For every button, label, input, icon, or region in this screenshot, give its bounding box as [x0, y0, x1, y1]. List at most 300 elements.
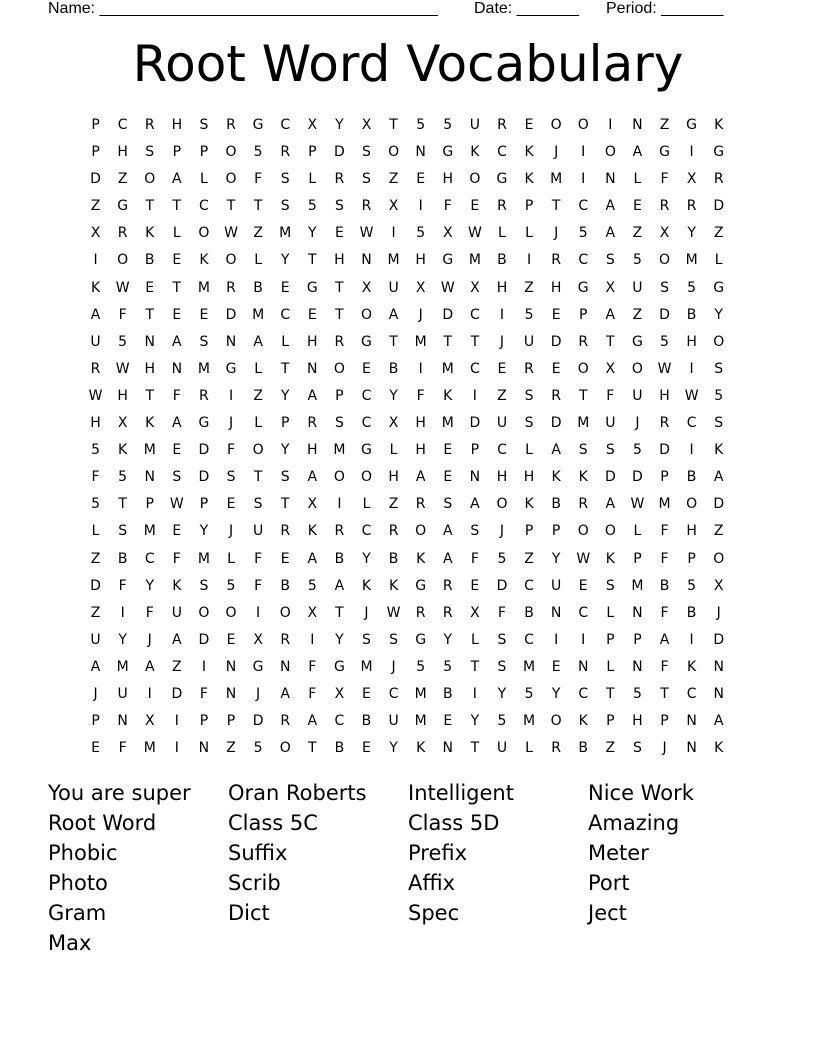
grid-cell[interactable]: Z — [388, 496, 399, 513]
grid-cell[interactable]: T — [145, 387, 155, 404]
grid-cell[interactable]: X — [307, 604, 318, 621]
grid-cell[interactable]: T — [145, 306, 155, 323]
grid-cell[interactable]: H — [117, 144, 128, 161]
grid-cell[interactable]: X — [307, 496, 318, 513]
grid-cell[interactable]: H — [686, 333, 697, 350]
grid-cell[interactable]: N — [171, 360, 183, 377]
grid-cell[interactable]: O — [713, 333, 725, 350]
grid-cell[interactable]: W — [684, 387, 699, 404]
grid-cell[interactable]: M — [116, 658, 129, 675]
grid-cell[interactable]: E — [443, 442, 453, 459]
grid-cell[interactable]: C — [144, 550, 155, 567]
grid-cell[interactable]: S — [199, 577, 209, 594]
grid-cell[interactable]: 5 — [497, 713, 507, 730]
grid-cell[interactable]: 5 — [632, 685, 642, 702]
grid-cell[interactable]: N — [713, 685, 724, 702]
grid-cell[interactable]: D — [198, 631, 210, 648]
grid-cell[interactable]: Y — [280, 442, 290, 459]
grid-cell[interactable]: O — [469, 171, 481, 188]
grid-cell[interactable]: O — [577, 360, 589, 377]
grid-cell[interactable]: T — [389, 333, 398, 350]
grid-cell[interactable]: R — [659, 415, 670, 432]
grid-cell[interactable]: U — [252, 523, 264, 540]
grid-cell[interactable]: K — [714, 442, 724, 459]
grid-cell[interactable]: R — [551, 252, 561, 269]
grid-cell[interactable]: Z — [524, 550, 534, 567]
grid-cell[interactable]: A — [334, 577, 345, 594]
grid-cell[interactable]: X — [470, 279, 480, 296]
grid-cell[interactable]: I — [391, 225, 396, 242]
grid-cell[interactable]: S — [199, 333, 209, 350]
grid-cell[interactable]: R — [199, 387, 209, 404]
grid-cell[interactable]: W — [467, 225, 482, 242]
grid-cell[interactable]: Y — [362, 550, 371, 567]
grid-cell[interactable]: F — [660, 604, 669, 621]
grid-cell[interactable]: C — [280, 306, 291, 323]
grid-cell[interactable]: O — [577, 523, 589, 540]
grid-cell[interactable]: N — [686, 740, 697, 757]
grid-cell[interactable]: M — [333, 442, 346, 459]
grid-cell[interactable]: 5 — [660, 333, 669, 350]
grid-cell[interactable]: L — [281, 333, 290, 350]
grid-cell[interactable]: L — [498, 225, 506, 242]
grid-cell[interactable]: N — [225, 333, 237, 350]
grid-cell[interactable]: L — [606, 658, 615, 675]
grid-cell[interactable]: D — [90, 171, 101, 188]
grid-cell[interactable]: X — [470, 604, 480, 621]
grid-cell[interactable]: M — [360, 658, 373, 675]
grid-cell[interactable]: O — [252, 442, 264, 459]
grid-cell[interactable]: D — [496, 577, 508, 594]
grid-cell[interactable]: Y — [389, 387, 398, 404]
grid-cell[interactable]: T — [172, 279, 182, 296]
grid-cell[interactable]: M — [468, 252, 481, 269]
grid-cell[interactable]: R — [307, 415, 318, 432]
grid-cell[interactable]: D — [632, 469, 643, 486]
grid-cell[interactable]: E — [280, 550, 290, 567]
grid-cell[interactable]: O — [550, 713, 562, 730]
grid-cell[interactable]: E — [145, 279, 155, 296]
grid-cell[interactable]: D — [171, 685, 183, 702]
grid-cell[interactable]: K — [524, 496, 534, 513]
grid-cell[interactable]: T — [253, 469, 263, 486]
grid-cell[interactable]: R — [226, 279, 236, 296]
grid-cell[interactable]: M — [441, 360, 454, 377]
grid-cell[interactable]: X — [117, 415, 128, 432]
grid-cell[interactable]: P — [606, 631, 615, 648]
grid-cell[interactable]: 5 — [443, 658, 453, 675]
grid-cell[interactable]: L — [91, 523, 100, 540]
grid-cell[interactable]: A — [280, 685, 290, 702]
grid-cell[interactable]: F — [497, 604, 506, 621]
grid-cell[interactable]: M — [197, 550, 210, 567]
grid-cell[interactable]: E — [551, 658, 561, 675]
grid-cell[interactable]: I — [689, 631, 694, 648]
grid-cell[interactable]: R — [524, 360, 534, 377]
grid-cell[interactable]: L — [227, 550, 235, 567]
grid-cell[interactable]: T — [280, 360, 290, 377]
grid-cell[interactable]: L — [633, 523, 642, 540]
grid-cell[interactable]: W — [169, 496, 184, 513]
grid-cell[interactable]: 5 — [416, 658, 426, 675]
grid-cell[interactable]: S — [362, 144, 371, 161]
grid-cell[interactable]: E — [172, 306, 182, 323]
grid-cell[interactable]: W — [657, 360, 672, 377]
grid-cell[interactable]: O — [496, 496, 508, 513]
grid-cell[interactable]: W — [440, 279, 455, 296]
grid-cell[interactable]: R — [226, 117, 236, 133]
grid-cell[interactable]: 5 — [714, 387, 724, 404]
grid-cell[interactable]: J — [228, 415, 234, 432]
grid-cell[interactable]: X — [144, 713, 155, 730]
grid-cell[interactable]: C — [578, 604, 589, 621]
grid-cell[interactable]: N — [144, 469, 155, 486]
grid-cell[interactable]: A — [442, 523, 453, 540]
grid-cell[interactable]: M — [414, 685, 427, 702]
grid-cell[interactable]: E — [632, 198, 642, 215]
grid-cell[interactable]: T — [308, 740, 317, 757]
grid-cell[interactable]: D — [713, 496, 725, 513]
grid-cell[interactable]: N — [225, 685, 237, 702]
grid-cell[interactable]: X — [361, 279, 372, 296]
grid-cell[interactable]: J — [499, 333, 505, 350]
grid-cell[interactable]: N — [198, 740, 210, 757]
grid-cell[interactable]: T — [551, 198, 561, 215]
grid-cell[interactable]: 5 — [91, 496, 100, 513]
grid-cell[interactable]: Y — [118, 631, 127, 648]
grid-cell[interactable]: E — [470, 198, 480, 215]
grid-cell[interactable]: F — [145, 604, 154, 621]
grid-cell[interactable]: P — [660, 469, 669, 486]
grid-cell[interactable]: R — [117, 225, 128, 242]
grid-cell[interactable]: B — [659, 577, 670, 594]
grid-cell[interactable]: B — [686, 469, 697, 486]
grid-cell[interactable]: E — [199, 306, 209, 323]
grid-cell[interactable]: F — [660, 171, 669, 188]
grid-cell[interactable]: M — [685, 252, 698, 269]
grid-cell[interactable]: B — [144, 252, 155, 269]
grid-cell[interactable]: 5 — [416, 225, 426, 242]
grid-cell[interactable]: D — [659, 306, 670, 323]
grid-cell[interactable]: L — [470, 631, 479, 648]
grid-cell[interactable]: G — [198, 415, 210, 432]
grid-cell[interactable]: X — [388, 415, 399, 432]
grid-cell[interactable]: 5 — [118, 333, 128, 350]
grid-cell[interactable]: P — [660, 713, 669, 730]
grid-cell[interactable]: A — [713, 469, 724, 486]
grid-cell[interactable]: R — [334, 523, 345, 540]
grid-cell[interactable]: O — [631, 360, 643, 377]
grid-cell[interactable]: D — [659, 442, 670, 459]
grid-cell[interactable]: C — [524, 577, 534, 594]
grid-cell[interactable]: U — [523, 333, 535, 350]
grid-cell[interactable]: B — [388, 360, 399, 377]
grid-cell[interactable]: R — [497, 117, 507, 133]
grid-cell[interactable]: U — [496, 740, 508, 757]
grid-cell[interactable]: L — [172, 225, 181, 242]
grid-cell[interactable]: N — [577, 658, 589, 675]
grid-cell[interactable]: I — [581, 171, 586, 188]
grid-cell[interactable]: I — [310, 631, 315, 648]
grid-cell[interactable]: U — [551, 577, 562, 594]
grid-cell[interactable]: L — [525, 442, 533, 459]
grid-cell[interactable]: G — [225, 360, 237, 377]
grid-cell[interactable]: E — [172, 523, 182, 540]
grid-cell[interactable]: C — [469, 306, 480, 323]
grid-cell[interactable]: 5 — [307, 198, 317, 215]
grid-cell[interactable]: P — [579, 306, 588, 323]
grid-cell[interactable]: A — [442, 550, 453, 567]
grid-cell[interactable]: J — [256, 685, 261, 702]
grid-cell[interactable]: F — [91, 469, 100, 486]
grid-cell[interactable]: I — [418, 360, 423, 377]
grid-cell[interactable]: B — [388, 550, 399, 567]
grid-cell[interactable]: G — [686, 117, 698, 133]
grid-cell[interactable]: P — [633, 631, 642, 648]
grid-cell[interactable]: I — [174, 740, 179, 757]
grid-cell[interactable]: K — [605, 550, 615, 567]
grid-cell[interactable]: T — [118, 496, 127, 513]
grid-cell[interactable]: G — [415, 631, 427, 648]
grid-cell[interactable]: Y — [335, 117, 344, 133]
grid-cell[interactable]: A — [605, 496, 616, 513]
grid-cell[interactable]: E — [416, 171, 426, 188]
grid-cell[interactable]: K — [551, 469, 561, 486]
grid-cell[interactable]: P — [551, 523, 561, 540]
grid-cell[interactable]: F — [660, 523, 669, 540]
grid-cell[interactable]: U — [632, 387, 643, 404]
grid-cell[interactable]: O — [604, 523, 616, 540]
grid-cell[interactable]: N — [632, 117, 643, 133]
grid-cell[interactable]: B — [524, 604, 534, 621]
grid-cell[interactable]: P — [226, 713, 236, 730]
grid-cell[interactable]: W — [386, 604, 401, 621]
grid-cell[interactable]: P — [335, 387, 344, 404]
grid-cell[interactable]: R — [497, 198, 507, 215]
grid-cell[interactable]: O — [279, 604, 291, 621]
grid-cell[interactable]: T — [606, 333, 615, 350]
grid-cell[interactable]: K — [307, 523, 317, 540]
grid-cell[interactable]: M — [441, 415, 454, 432]
grid-cell[interactable]: S — [280, 469, 290, 486]
grid-cell[interactable]: D — [334, 144, 345, 161]
grid-cell[interactable]: D — [198, 442, 210, 459]
grid-cell[interactable]: S — [280, 198, 290, 215]
grid-cell[interactable]: S — [334, 415, 344, 432]
grid-cell[interactable]: I — [499, 306, 505, 323]
grid-cell[interactable]: T — [335, 279, 344, 296]
grid-cell[interactable]: T — [470, 658, 480, 675]
grid-cell[interactable]: Z — [172, 658, 182, 675]
grid-cell[interactable]: Z — [253, 387, 263, 404]
grid-cell[interactable]: R — [280, 144, 291, 161]
grid-cell[interactable]: M — [252, 306, 265, 323]
grid-cell[interactable]: E — [470, 577, 480, 594]
grid-cell[interactable]: E — [280, 279, 290, 296]
grid-cell[interactable]: D — [469, 415, 481, 432]
grid-cell[interactable]: S — [497, 631, 507, 648]
grid-cell[interactable]: C — [469, 360, 480, 377]
grid-cell[interactable]: S — [362, 171, 371, 188]
grid-cell[interactable]: Y — [145, 577, 155, 594]
grid-cell[interactable]: R — [280, 713, 291, 730]
grid-cell[interactable]: F — [660, 550, 669, 567]
grid-cell[interactable]: O — [333, 360, 345, 377]
grid-cell[interactable]: Z — [90, 604, 101, 621]
grid-cell[interactable]: R — [388, 523, 399, 540]
grid-cell[interactable]: M — [414, 333, 427, 350]
grid-cell[interactable]: H — [307, 333, 318, 350]
grid-cell[interactable]: K — [199, 252, 209, 269]
grid-cell[interactable]: U — [388, 713, 399, 730]
grid-cell[interactable]: N — [144, 333, 155, 350]
grid-cell[interactable]: S — [524, 387, 534, 404]
grid-cell[interactable]: J — [93, 685, 98, 702]
grid-cell[interactable]: O — [117, 252, 129, 269]
grid-cell[interactable]: Y — [687, 225, 696, 242]
grid-cell[interactable]: M — [658, 496, 671, 513]
grid-cell[interactable]: C — [686, 685, 697, 702]
grid-cell[interactable]: O — [225, 604, 237, 621]
grid-cell[interactable]: F — [118, 740, 127, 757]
grid-cell[interactable]: T — [172, 198, 182, 215]
grid-cell[interactable]: N — [605, 171, 616, 188]
grid-cell[interactable]: M — [631, 577, 644, 594]
grid-cell[interactable]: T — [145, 198, 155, 215]
grid-cell[interactable]: P — [280, 415, 290, 432]
grid-cell[interactable]: R — [415, 604, 426, 621]
grid-cell[interactable]: N — [361, 252, 372, 269]
grid-cell[interactable]: J — [554, 225, 559, 242]
grid-cell[interactable]: E — [307, 306, 317, 323]
grid-cell[interactable]: O — [225, 252, 237, 269]
grid-cell[interactable]: H — [415, 415, 426, 432]
grid-cell[interactable]: W — [630, 496, 645, 513]
grid-cell[interactable]: X — [686, 171, 697, 188]
grid-cell[interactable]: E — [524, 117, 534, 133]
grid-cell[interactable]: A — [307, 469, 318, 486]
grid-cell[interactable]: X — [605, 279, 616, 296]
grid-cell[interactable]: U — [171, 604, 182, 621]
grid-cell[interactable]: I — [337, 496, 342, 513]
grid-cell[interactable]: K — [470, 144, 480, 161]
grid-cell[interactable]: A — [172, 631, 182, 648]
grid-cell[interactable]: U — [632, 279, 643, 296]
grid-cell[interactable]: Z — [713, 225, 724, 242]
grid-cell[interactable]: I — [256, 604, 261, 621]
grid-cell[interactable]: C — [361, 523, 372, 540]
grid-cell[interactable]: G — [659, 144, 670, 161]
grid-cell[interactable]: Z — [117, 171, 128, 188]
grid-cell[interactable]: F — [308, 685, 317, 702]
grid-cell[interactable]: T — [443, 333, 453, 350]
grid-cell[interactable]: U — [469, 117, 480, 133]
grid-cell[interactable]: H — [415, 442, 426, 459]
grid-cell[interactable]: 5 — [632, 442, 642, 459]
grid-cell[interactable]: R — [659, 198, 670, 215]
grid-cell[interactable]: F — [308, 658, 317, 675]
grid-cell[interactable]: T — [335, 604, 344, 621]
grid-cell[interactable]: M — [577, 415, 590, 432]
grid-cell[interactable]: F — [254, 577, 263, 594]
grid-cell[interactable]: Z — [90, 198, 101, 215]
grid-cell[interactable]: K — [118, 442, 128, 459]
grid-cell[interactable]: T — [470, 333, 480, 350]
grid-cell[interactable]: H — [442, 171, 454, 188]
grid-cell[interactable]: F — [470, 550, 479, 567]
grid-cell[interactable]: R — [334, 171, 345, 188]
grid-cell[interactable]: O — [279, 740, 291, 757]
grid-cell[interactable]: X — [713, 577, 724, 594]
grid-cell[interactable]: Y — [280, 252, 290, 269]
grid-cell[interactable]: N — [307, 360, 318, 377]
grid-cell[interactable]: I — [554, 631, 559, 648]
grid-cell[interactable]: A — [307, 550, 318, 567]
grid-cell[interactable]: L — [362, 496, 371, 513]
grid-cell[interactable]: H — [496, 469, 508, 486]
grid-cell[interactable]: K — [578, 469, 588, 486]
name-field[interactable]: Name: ______________________________________ — [48, 0, 438, 17]
grid-cell[interactable]: A — [172, 171, 182, 188]
grid-cell[interactable]: R — [442, 577, 453, 594]
grid-cell[interactable]: F — [254, 171, 263, 188]
grid-cell[interactable]: O — [360, 469, 372, 486]
grid-cell[interactable]: A — [253, 333, 263, 350]
grid-cell[interactable]: X — [415, 279, 426, 296]
grid-cell[interactable]: S — [497, 658, 507, 675]
grid-cell[interactable]: A — [470, 496, 480, 513]
grid-cell[interactable]: A — [144, 658, 155, 675]
grid-cell[interactable]: O — [388, 144, 400, 161]
grid-cell[interactable]: K — [524, 144, 534, 161]
grid-cell[interactable]: A — [90, 658, 101, 675]
grid-cell[interactable]: Z — [524, 279, 534, 296]
grid-cell[interactable]: J — [228, 523, 234, 540]
grid-cell[interactable]: C — [334, 713, 345, 730]
grid-cell[interactable]: A — [551, 442, 561, 459]
grid-cell[interactable]: A — [713, 713, 724, 730]
grid-cell[interactable]: W — [576, 550, 591, 567]
grid-cell[interactable]: P — [145, 496, 154, 513]
grid-cell[interactable]: L — [308, 171, 317, 188]
grid-cell[interactable]: L — [606, 604, 615, 621]
grid-cell[interactable]: W — [115, 279, 130, 296]
grid-cell[interactable]: T — [280, 496, 290, 513]
grid-cell[interactable]: J — [499, 523, 505, 540]
grid-cell[interactable]: C — [361, 415, 372, 432]
grid-cell[interactable]: P — [199, 496, 209, 513]
grid-cell[interactable]: Y — [470, 713, 480, 730]
grid-cell[interactable]: C — [388, 685, 399, 702]
grid-cell[interactable]: R — [361, 198, 372, 215]
grid-cell[interactable]: K — [145, 415, 155, 432]
grid-cell[interactable]: Y — [497, 685, 507, 702]
grid-cell[interactable]: 5 — [416, 117, 426, 133]
grid-cell[interactable]: G — [415, 577, 427, 594]
grid-cell[interactable]: T — [470, 740, 480, 757]
grid-cell[interactable]: B — [334, 550, 345, 567]
grid-cell[interactable]: T — [660, 685, 669, 702]
grid-cell[interactable]: L — [254, 360, 263, 377]
grid-cell[interactable]: K — [388, 577, 399, 594]
grid-cell[interactable]: Z — [605, 740, 616, 757]
grid-cell[interactable]: 5 — [632, 252, 642, 269]
grid-cell[interactable]: K — [145, 225, 155, 242]
grid-cell[interactable]: C — [578, 198, 589, 215]
grid-cell[interactable]: N — [686, 713, 697, 730]
grid-cell[interactable]: B — [551, 496, 561, 513]
grid-cell[interactable]: F — [199, 685, 208, 702]
